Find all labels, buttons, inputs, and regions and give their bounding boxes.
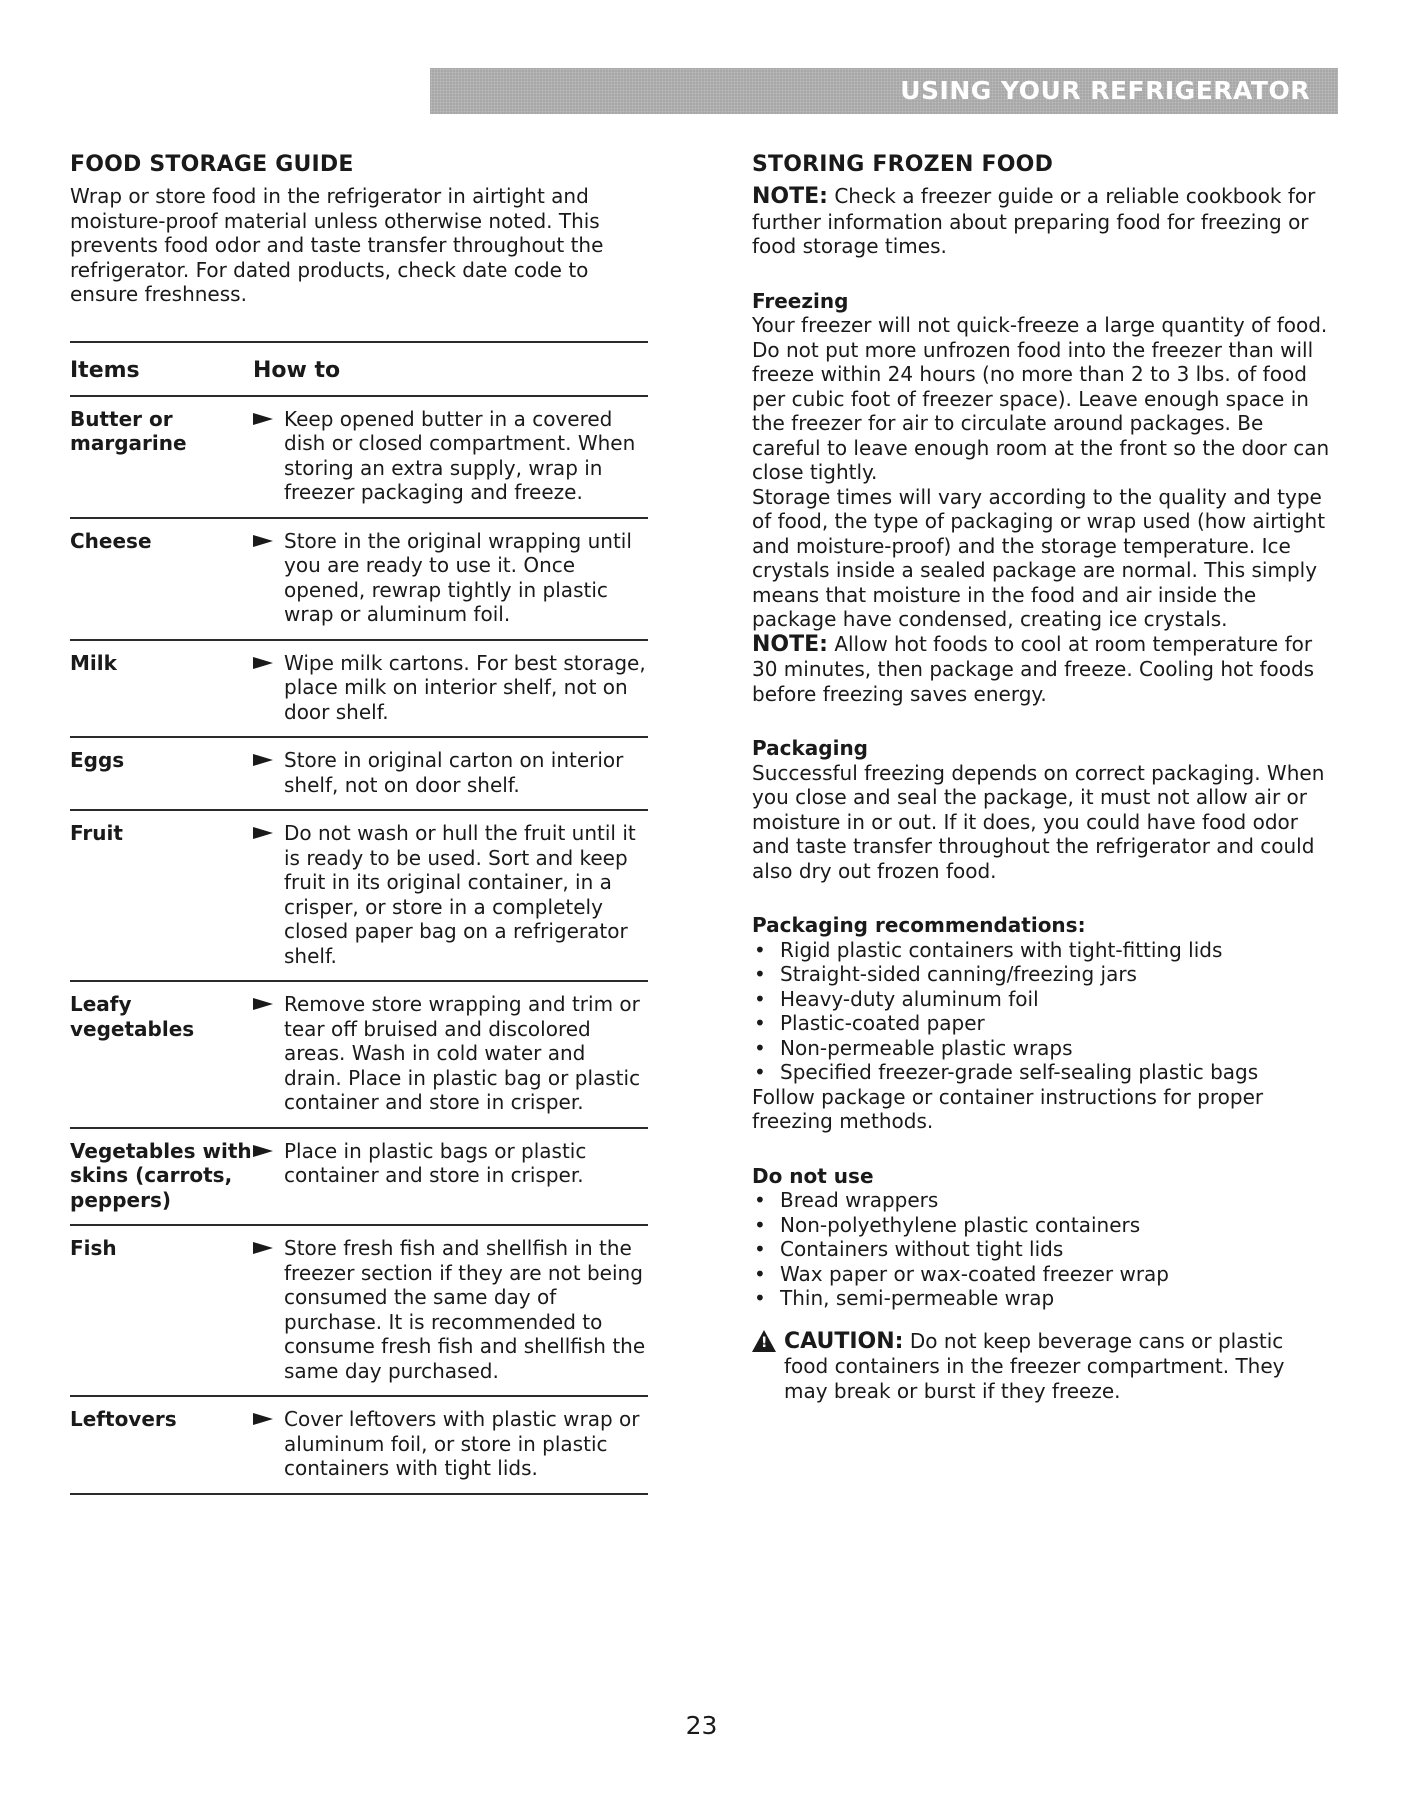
arrow-bullet-icon <box>253 535 273 547</box>
table-row <box>70 518 648 640</box>
storing-frozen-food-column <box>752 152 1332 1403</box>
list-item: • Heavy-duty aluminum foil <box>752 987 1332 1012</box>
item-cell: Fish <box>70 1225 253 1396</box>
howto-text: Do not wash or hull the fruit until it is ready to be used. Sort and keep fruit in its original container, in a crisper, or store in a completely closed paper bag on a refrigerator shelf. <box>284 821 636 968</box>
howto-text: Cover leftovers with plastic wrap or aluminum foil, or store in plastic containers with tight lids. <box>284 1407 640 1480</box>
howto-text: Place in plastic bags or plastic container and store in crisper. <box>284 1138 587 1187</box>
list-item: • Bread wrappers <box>752 1188 1332 1213</box>
do-not-use-title: Do not use <box>752 1163 874 1188</box>
item-cell: Leafy vegetables <box>70 981 253 1128</box>
arrow-bullet-icon <box>253 1145 273 1157</box>
do-not-use-section <box>752 1164 1332 1311</box>
table-row <box>70 1128 648 1226</box>
howto-cell <box>253 518 648 640</box>
freezing-section <box>752 289 1332 707</box>
table-row <box>70 810 648 981</box>
table-header-row <box>70 342 648 396</box>
follow-instructions-text: Follow package or container instructions for proper freezing methods. <box>752 1084 1264 1133</box>
table-row <box>70 396 648 518</box>
food-storage-guide-title: FOOD STORAGE GUIDE <box>70 152 354 177</box>
note-text: Check a freezer guide or a reliable cookbook for further information about preparing food for freezing or food storage times. <box>752 184 1316 258</box>
caution-block <box>752 1329 1332 1404</box>
col-items-header: Items <box>70 342 253 396</box>
page-number: 23 <box>685 1711 718 1740</box>
food-storage-table <box>70 341 648 1495</box>
note-block <box>752 184 1332 259</box>
note-paragraph <box>752 184 1332 259</box>
howto-text: Store in original carton on interior shelf, not on door shelf. <box>284 748 624 797</box>
freezing-title: Freezing <box>752 288 849 313</box>
howto-text: Keep opened butter in a covered dish or closed compartment. When storing an extra supply, wrap in freezer packaging and freeze. <box>284 406 636 504</box>
item-cell: Leftovers <box>70 1396 253 1494</box>
storing-frozen-food-title: STORING FROZEN FOOD <box>752 152 1054 177</box>
table-row <box>70 640 648 738</box>
item-cell: Butter or margarine <box>70 396 253 518</box>
list-item: • Containers without tight lids <box>752 1237 1332 1262</box>
caution-text: Do not keep beverage cans or plastic food containers in the freezer compartment. They may break or burst if they freeze. <box>784 1328 1285 1403</box>
food-storage-guide-column <box>70 152 648 1495</box>
howto-text: Store in the original wrapping until you are ready to use it. Once opened, rewrap tightly in plastic wrap or aluminum foil. <box>284 528 632 626</box>
list-item: • Rigid plastic containers with tight-fitting lids <box>752 938 1332 963</box>
list-item: • Wax paper or wax-coated freezer wrap <box>752 1262 1332 1287</box>
howto-cell <box>253 981 648 1128</box>
item-cell: Milk <box>70 640 253 738</box>
howto-cell <box>253 737 648 810</box>
note-label: NOTE: <box>752 184 828 209</box>
howto-cell <box>253 1396 648 1494</box>
recommendations-title: Packaging recommendations: <box>752 913 1086 937</box>
arrow-bullet-icon <box>253 1242 273 1254</box>
arrow-bullet-icon <box>253 413 273 425</box>
howto-text: Store fresh fish and shellfish in the freezer section if they are not being consumed the same day of purchase. It is recommended to consume fresh fish and shellfish the same day purchased. <box>284 1236 646 1383</box>
list-item: • Non-permeable plastic wraps <box>752 1036 1332 1061</box>
item-cell: Cheese <box>70 518 253 640</box>
packaging-paragraph: Successful freezing depends on correct packaging. When you close and seal the package, it must not allow air or moisture in or out. If it does, you could have food odor and taste transfer throughout the refrigerator and could also dry out frozen food. <box>752 760 1325 883</box>
list-item: • Specified freezer-grade self-sealing plastic bags <box>752 1060 1332 1085</box>
note-label: NOTE: <box>752 631 828 657</box>
table-row <box>70 737 648 810</box>
caution-paragraph <box>784 1329 1332 1404</box>
arrow-bullet-icon <box>253 754 273 766</box>
item-cell: Fruit <box>70 810 253 981</box>
recommendations-list <box>752 938 1332 1085</box>
howto-cell <box>253 396 648 518</box>
howto-cell <box>253 810 648 981</box>
packaging-title: Packaging <box>752 736 868 760</box>
col-howto-header: How to <box>253 342 648 396</box>
arrow-bullet-icon <box>253 657 273 669</box>
item-cell: Eggs <box>70 737 253 810</box>
note-paragraph <box>752 632 1332 707</box>
howto-text: Remove store wrapping and trim or tear off bruised and discolored areas. Wash in cold water and drain. Place in plastic bag or plastic container and store in crisper. <box>284 992 641 1114</box>
banner-title: USING YOUR REFRIGERATOR <box>900 76 1310 105</box>
item-cell: Vegetables with skins (carrots, peppers) <box>70 1128 253 1226</box>
caution-label: CAUTION: <box>784 1328 904 1354</box>
howto-text: Wipe milk cartons. For best storage, place milk on interior shelf, not on door shelf. <box>284 650 646 724</box>
food-storage-intro <box>70 184 648 307</box>
list-item: • Straight-sided canning/freezing jars <box>752 962 1332 987</box>
list-item: • Thin, semi-permeable wrap <box>752 1286 1332 1311</box>
warning-icon <box>752 1330 776 1352</box>
section-banner <box>430 68 1338 114</box>
list-item: • Non-polyethylene plastic containers <box>752 1213 1332 1238</box>
freezing-paragraph-1: Your freezer will not quick-freeze a large quantity of food. Do not put more unfrozen food into the freezer than will freeze within 24 hours (no more than 2 to 3 lbs. of food per cubic foot of freezer space). Leave enough space in the freezer for air to circulate around packages. Be careful to leave enough room at the front so the door can close tightly. <box>752 313 1330 484</box>
howto-cell <box>253 640 648 738</box>
table-row <box>70 981 648 1128</box>
intro-text: Wrap or store food in the refrigerator in airtight and moisture-proof material unless otherwise noted. This prevents food odor and taste transfer throughout the refrigerator. For dated products, check date code to ensure freshness. <box>70 184 604 306</box>
list-item: • Plastic-coated paper <box>752 1011 1332 1036</box>
packaging-recommendations-section <box>752 913 1332 1134</box>
table-row <box>70 1225 648 1396</box>
howto-cell <box>253 1128 648 1226</box>
packaging-section <box>752 736 1332 883</box>
arrow-bullet-icon <box>253 827 273 839</box>
table-row <box>70 1396 648 1494</box>
do-not-use-list <box>752 1188 1332 1311</box>
arrow-bullet-icon <box>253 998 273 1010</box>
note-text: Allow hot foods to cool at room temperature for 30 minutes, then package and freeze. Cooling hot foods before freezing saves energy. <box>752 631 1315 706</box>
arrow-bullet-icon <box>253 1413 273 1425</box>
freezing-paragraph-2: Storage times will vary according to the quality and type of food, the type of packaging or wrap used (how airtight and moisture-proof) and the storage temperature. Ice crystals inside a sealed package are normal. This simply means that moisture in the food and air inside the package have condensed, creating ice crystals. <box>752 484 1326 631</box>
howto-cell <box>253 1225 648 1396</box>
